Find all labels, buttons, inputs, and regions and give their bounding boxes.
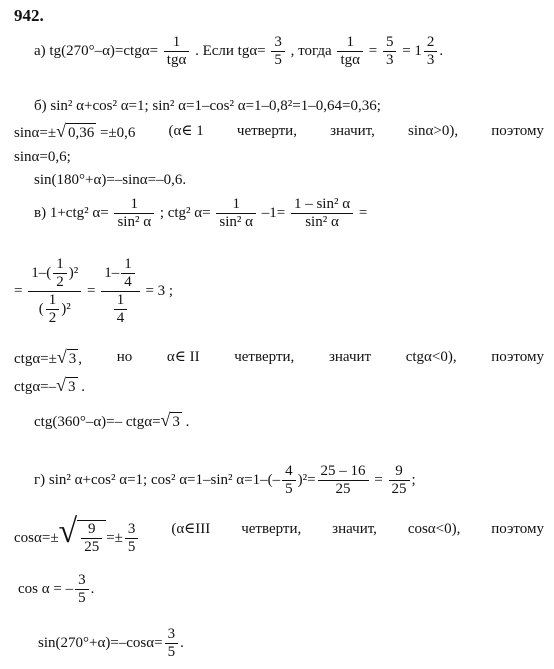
word: значит: [328, 349, 372, 365]
word: но: [116, 349, 133, 365]
part-g-line-3: cos α = – $\frac{3}{5}$ .: [18, 572, 95, 606]
fraction: 1 tgα: [164, 34, 190, 69]
fraction: $\frac{1}{4}$: [114, 292, 128, 327]
word: cosα<0),: [407, 521, 461, 537]
word: поэтому: [491, 123, 544, 139]
part-v-line-3: [14, 348, 544, 368]
big-fraction: 1– $\frac{1}{4}$ $\frac{1}{4}$: [101, 256, 140, 327]
fraction: $\frac{3}{5}$: [75, 572, 89, 607]
fraction: $\frac{2}{3}$: [424, 34, 438, 69]
word: четверти,: [241, 521, 302, 537]
part-a-line: [34, 34, 443, 69]
equals: =: [86, 282, 96, 299]
part-g-cos-expression: cosα=±√ $\frac{9}{25}$ =± $\frac{3}{5}$: [14, 520, 140, 556]
fraction: $\frac{4}{5}$: [282, 463, 296, 498]
fraction: $\frac{1}{4}$: [121, 256, 135, 291]
equals: =: [374, 471, 383, 488]
sqrt-sign: √: [56, 121, 66, 141]
part-g-text-1: г) sin² α+cos² α=1; cos² α=1–sin² α=1–(–: [34, 471, 281, 488]
part-v-line-4: ctgα=–√ 3 .: [14, 375, 86, 395]
part-a-text-1: tg(270°–α)=ctgα=: [49, 42, 159, 59]
fraction: $\frac{9}{25}$: [81, 521, 102, 556]
part-v-ctg-expression: ctgα=±√ 3 ,: [14, 347, 83, 367]
part-v-line-5: ctg(360°–α)=– ctgα=√ 3 .: [34, 410, 190, 430]
word: значит,: [332, 521, 377, 537]
fraction: $\frac{25 - 16}{25}$: [318, 463, 369, 498]
part-g-text-2: )²=: [297, 471, 316, 488]
fraction: $\frac{\text{1 – sin² α}}{\text{sin² α}}$: [291, 196, 353, 231]
word: ctgα<0),: [405, 349, 457, 365]
word: α∈ II: [166, 349, 200, 365]
fraction: $\frac{1}{\text{sin² α}}$: [114, 196, 154, 231]
part-b-line-4: sin(180°+α)=–sinα=–0,6.: [34, 172, 187, 188]
part-b-line-1: б) sin² α+cos² α=1; sin² α=1–cos² α=1–0,8²=1–0,64=0,36;: [34, 98, 381, 114]
part-v-line-1: [34, 196, 367, 231]
fraction: 1 tgα: [337, 34, 363, 69]
fraction: $\frac{9}{25}$: [389, 463, 410, 498]
word: (α∈III: [171, 521, 211, 537]
sqrt-sign: √: [56, 347, 67, 367]
part-a-label: а): [34, 42, 46, 59]
part-g-line-2: [14, 512, 544, 556]
fraction: $\frac{3}{5}$: [125, 521, 139, 556]
big-fraction: 1–( $\frac{1}{2}$ )² ( $\frac{1}{2}$ )²: [28, 256, 81, 327]
sqrt-sign: √: [58, 512, 78, 550]
word: sinα>0),: [408, 123, 459, 139]
result: = 3 ;: [145, 282, 174, 299]
part-v-line-2: [14, 256, 173, 327]
fraction: $\frac{5}{3}$: [383, 34, 397, 69]
part-a-text-3: , тогда: [290, 42, 332, 59]
part-b-sin-expression: sinα=±√ 0,36 =±0,6: [14, 121, 136, 141]
period: .: [439, 42, 444, 59]
word: поэтому: [491, 521, 544, 537]
fraction: $\frac{3}{5}$: [271, 34, 285, 69]
equals: =: [14, 282, 23, 299]
equals: =: [358, 204, 368, 221]
word: поэтому: [491, 349, 544, 365]
word: четверти,: [234, 349, 295, 365]
fraction: $\frac{1}{2}$: [53, 256, 67, 291]
equals: =: [368, 42, 378, 59]
fraction: $\frac{3}{5}$: [165, 626, 179, 661]
word: (α∈ 1: [168, 123, 204, 139]
part-b-line-3: sinα=0,6;: [14, 149, 71, 165]
word: четверти,: [236, 123, 297, 139]
part-v-text-3: –1=: [261, 204, 286, 221]
sqrt-sign: √: [160, 410, 171, 430]
part-a-text-2: . Если tgα=: [195, 42, 266, 59]
word: значит,: [330, 123, 375, 139]
semicolon: ;: [411, 471, 416, 488]
part-g-line-1: [34, 463, 416, 498]
part-g-line-4: sin(270°+α)=–cosα= $\frac{3}{5}$ .: [38, 626, 184, 660]
part-a-text-4: = 1: [402, 42, 422, 59]
part-v-text-1: в) 1+ctg² α=: [34, 204, 109, 221]
problem-number: 942.: [14, 6, 44, 25]
part-v-text-2: ; ctg² α=: [159, 204, 211, 221]
fraction: $\frac{1}{2}$: [46, 292, 60, 327]
fraction: $\frac{1}{\text{sin² α}}$: [216, 196, 256, 231]
part-b-line-2: [14, 122, 544, 142]
sqrt-sign: √: [56, 375, 67, 395]
